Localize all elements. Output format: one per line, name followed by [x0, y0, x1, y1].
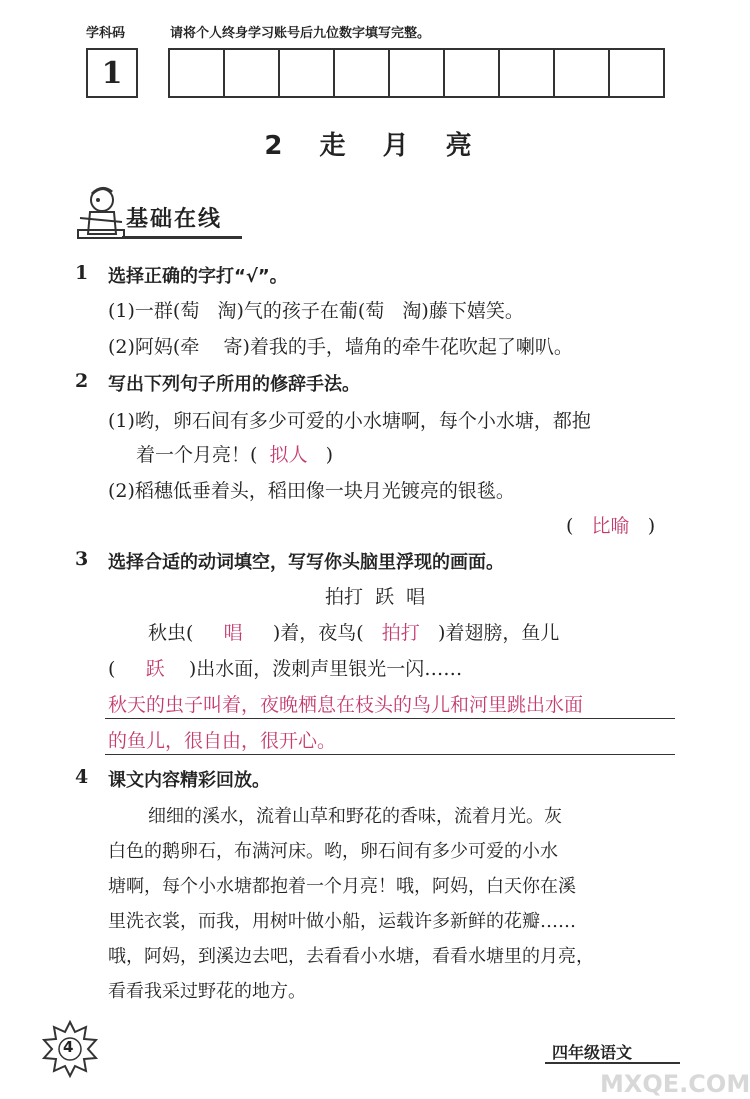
q2-s1-pre: 着一个月亮！(	[136, 444, 258, 466]
q3-l1-a: 秋虫(	[148, 622, 194, 644]
q3-answer-line2: 的鱼儿，很自由，很开心。	[108, 730, 337, 752]
q3-line2	[108, 654, 462, 681]
watermark: MXQE.COM	[600, 1070, 750, 1098]
q1-prompt: 选择正确的字打“√”。	[108, 266, 288, 287]
q1-item1	[108, 296, 524, 323]
q3-l1-b: )着，夜鸟(	[272, 622, 364, 644]
q2-s1-line1: (1)哟，卵石间有多少可爱的小水塘啊，每个小水塘，都抱	[108, 410, 591, 432]
q2-number: 2	[75, 370, 89, 392]
q2-prompt: 写出下列句子所用的修辞手法。	[108, 374, 360, 395]
q4-number: 4	[75, 766, 89, 788]
q3-word-bank: 拍打 跃 唱	[325, 586, 426, 608]
q2-s1-line2	[136, 440, 333, 467]
q3-l2-b: )出水面，泼刺声里银光一闪……	[188, 658, 463, 680]
section-label: 基础在线	[126, 207, 223, 232]
q1-item1-pre: (1)一群(萄	[108, 300, 200, 322]
q3-l1-c: )着翅膀，鱼儿	[437, 622, 560, 644]
q1-item1-post: 淘)藤下嬉笑。	[402, 300, 524, 322]
q4-text-line: 白色的鹅卵石，布满河床。哟，卵石间有多少可爱的小水	[108, 841, 558, 862]
q2-s1-answer: 拟人	[269, 444, 308, 466]
q1-item2-post: 寄)着我的手，墙角的牵牛花吹起了喇叭。	[223, 336, 573, 358]
q1-item2	[108, 332, 573, 359]
q4-text-line: 哦，阿妈，到溪边去吧，去看看小水塘，看看水塘里的月亮，	[108, 946, 594, 967]
subject-code-box	[86, 48, 138, 98]
q2-s2-close: )	[647, 515, 656, 537]
page-number: 4	[63, 1038, 74, 1056]
q4-prompt: 课文内容精彩回放。	[108, 770, 270, 791]
q2-s2-open: (	[566, 515, 574, 537]
digit-box[interactable]	[278, 48, 335, 98]
q3-answer2: 拍打	[381, 622, 420, 644]
q4-text-line: 塘啊，每个小水塘都抱着一个月亮！哦，阿妈，白天你在溪	[108, 876, 576, 897]
q1-item2-pre: (2)阿妈(牵	[108, 336, 200, 358]
subject-code-value: 1	[101, 55, 123, 91]
q3-line1	[148, 618, 559, 645]
digit-box[interactable]	[223, 48, 280, 98]
digit-box[interactable]	[443, 48, 500, 98]
q4-text-line: 看看我采过野花的地方。	[108, 981, 306, 1002]
q1-number: 1	[75, 262, 89, 284]
digit-box[interactable]	[498, 48, 555, 98]
account-instruction: 请将个人终身学习账号后九位数字填写完整。	[170, 26, 431, 41]
digit-box[interactable]	[388, 48, 445, 98]
account-digit-boxes	[170, 48, 665, 98]
grade-subject: 四年级语文	[552, 1043, 633, 1062]
q2-s2-answer-row	[566, 511, 655, 538]
q4-text-line: 里洗衣裳，而我，用树叶做小船，运载许多新鲜的花瓣……	[108, 911, 576, 932]
footer-underline	[545, 1062, 680, 1064]
writing-line	[105, 718, 675, 719]
digit-box[interactable]	[608, 48, 665, 98]
digit-box[interactable]	[553, 48, 610, 98]
lesson-title: 2 走 月 亮	[264, 131, 486, 161]
q4-text-line: 细细的溪水，流着山草和野花的香味，流着月光。灰	[148, 806, 562, 827]
q3-prompt: 选择合适的动词填空，写写你头脑里浮现的画面。	[108, 552, 504, 573]
q2-s2-line1: (2)稻穗低垂着头，稻田像一块月光镀亮的银毯。	[108, 480, 515, 502]
q2-s2-answer: 比喻	[591, 515, 630, 537]
q1-item1-mid: 淘)气的孩子在葡(萄	[217, 300, 385, 322]
q3-answer-line1: 秋天的虫子叫着，夜晚栖息在枝头的鸟儿和河里跳出水面	[108, 694, 584, 716]
section-underline	[122, 236, 242, 239]
q3-number: 3	[75, 548, 89, 570]
digit-box[interactable]	[168, 48, 225, 98]
q3-l2-a: (	[108, 658, 116, 680]
q3-answer3: 跃	[145, 658, 165, 680]
writing-line	[105, 754, 675, 755]
digit-box[interactable]	[333, 48, 390, 98]
q3-answer1: 唱	[223, 622, 243, 644]
subject-code-label: 学科码	[86, 26, 126, 41]
q2-s1-post: )	[325, 444, 334, 466]
